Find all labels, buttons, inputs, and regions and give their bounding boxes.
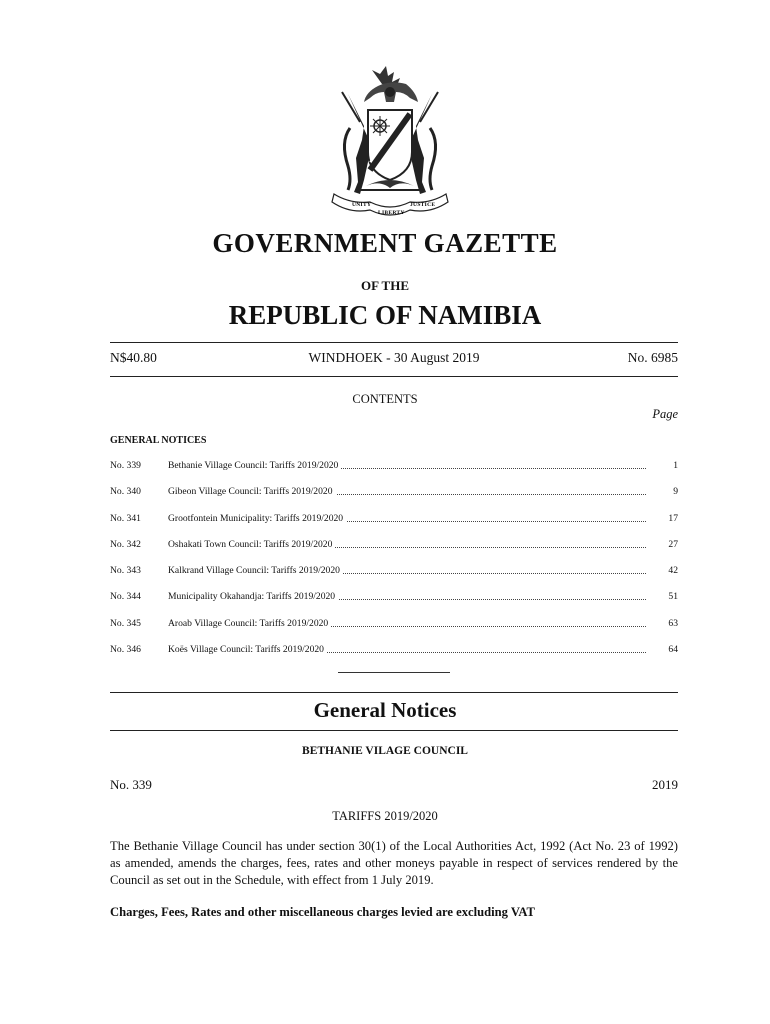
notice-title: Aroab Village Council: Tariffs 2019/2020 — [168, 618, 331, 629]
general-notices-section-label: GENERAL NOTICES — [110, 435, 207, 446]
notice-page: 51 — [668, 591, 678, 603]
notice-title: Oshakati Town Council: Tariffs 2019/2020 — [168, 539, 335, 550]
notice-title: Municipality Okahandja: Tariffs 2019/2020 — [168, 591, 338, 602]
coat-of-arms-emblem — [320, 62, 460, 222]
notice-page: 9 — [673, 486, 678, 498]
notice-year-label: 2019 — [652, 777, 678, 792]
contents-item[interactable] — [110, 565, 678, 591]
notice-title: Koës Village Council: Tariffs 2019/2020 — [168, 644, 327, 655]
notice-title: Gibeon Village Council: Tariffs 2019/2020 — [168, 486, 336, 497]
of-the-label: OF THE — [360, 278, 410, 293]
header-rule-top — [110, 342, 678, 343]
notice-body-paragraph: The Bethanie Village Council has under section 30(1) of the Local Authorities Act, 1992 (Act No. 23 of 1992) as amended, amends the charges, fees, rates and other moneys payable in respect of services rendered by the Council as set out in the Schedule, with effect from 1 July 2019. — [110, 839, 678, 887]
notice-number: No. 339 — [110, 460, 141, 471]
contents-item[interactable] — [110, 539, 678, 565]
header-rule-bottom — [110, 376, 678, 377]
issue-meta-row — [110, 350, 678, 370]
notice-number: No. 340 — [110, 486, 141, 498]
notices-rule-top — [110, 692, 678, 693]
notice-title: Bethanie Village Council: Tariffs 2019/2020 — [168, 460, 341, 471]
motto-liberty: LIBERTY — [378, 210, 405, 216]
notice-page: 63 — [668, 617, 678, 629]
page-column-label: Page — [652, 407, 678, 421]
contents-item[interactable] — [110, 513, 678, 539]
notices-rule-bottom — [110, 730, 678, 731]
contents-item[interactable] — [110, 644, 678, 670]
issue-number-label: No. 6985 — [627, 350, 678, 365]
coat-of-arms-icon — [320, 62, 460, 222]
republic-title: REPUBLIC OF NAMIBIA — [228, 300, 542, 330]
motto-unity: UNITY — [352, 202, 372, 208]
notice-number: No. 344 — [110, 591, 141, 603]
notice-page: 17 — [668, 512, 678, 524]
contents-item[interactable] — [110, 460, 678, 486]
general-notices-heading: General Notices — [313, 698, 457, 722]
contents-item[interactable] — [110, 591, 678, 617]
contents-end-divider — [338, 672, 450, 673]
notice-page: 64 — [668, 644, 678, 656]
notice-page: 42 — [668, 565, 678, 577]
contents-list — [110, 460, 678, 670]
motto-justice: JUSTICE — [410, 202, 436, 208]
contents-item[interactable] — [110, 618, 678, 644]
gazette-title: GOVERNMENT GAZETTE — [212, 228, 558, 258]
notice-number-label: No. 339 — [110, 777, 152, 792]
notice-page: 1 — [673, 460, 678, 471]
vat-note: Charges, Fees, Rates and other miscellaneous charges levied are excluding VAT — [110, 905, 535, 919]
contents-heading: CONTENTS — [352, 392, 418, 406]
place-date-label: WINDHOEK - 30 August 2019 — [308, 350, 480, 365]
notice-title: Grootfontein Municipality: Tariffs 2019/2020 — [168, 513, 346, 524]
notice-title: Kalkrand Village Council: Tariffs 2019/2020 — [168, 565, 343, 576]
notice-number: No. 341 — [110, 512, 141, 524]
notice-page: 27 — [668, 538, 678, 550]
notice-number: No. 346 — [110, 644, 141, 656]
tariffs-heading: TARIFFS 2019/2020 — [332, 809, 438, 823]
notice-number: No. 343 — [110, 565, 141, 577]
notice-number: No. 342 — [110, 538, 141, 550]
contents-item[interactable] — [110, 486, 678, 512]
price-label: N$40.80 — [110, 350, 157, 365]
council-name: BETHANIE VILAGE COUNCIL — [302, 745, 468, 757]
notice-number: No. 345 — [110, 617, 141, 629]
